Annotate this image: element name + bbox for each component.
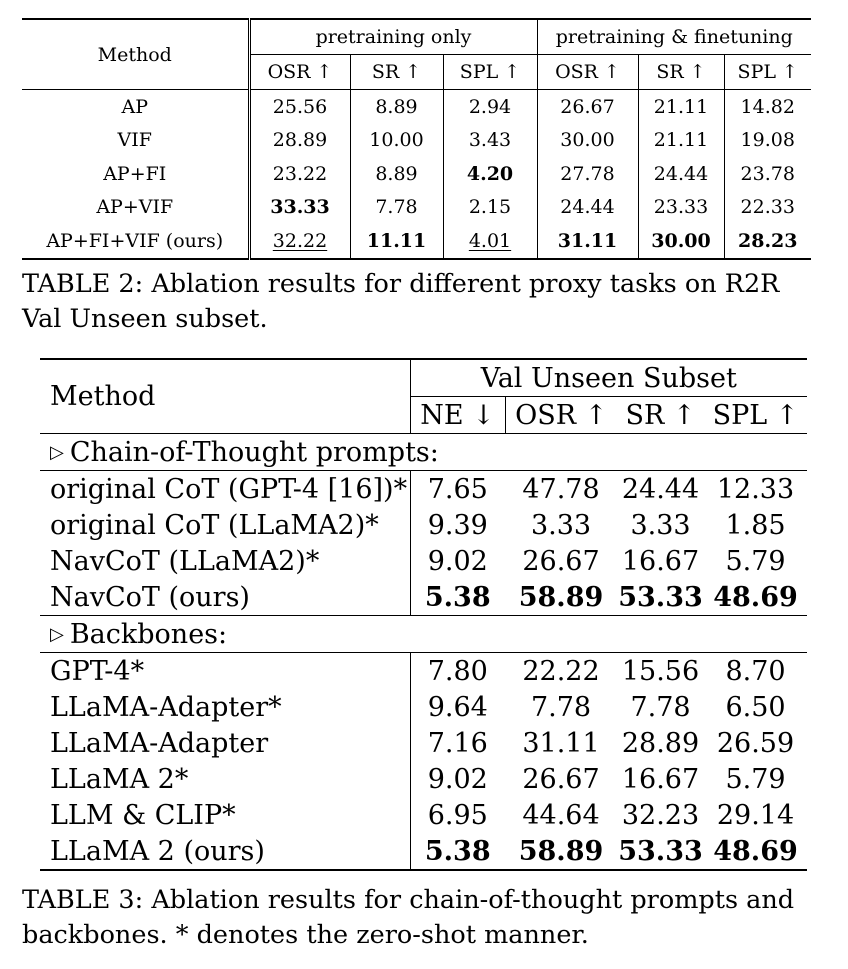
method-cell: original CoT (GPT-4 [16])*: [40, 471, 410, 508]
value-cell: 7.78: [350, 191, 443, 225]
value-text: 32.22: [272, 229, 328, 252]
group-header-pretraining-only: pretraining only: [249, 19, 537, 55]
value-cell: 16.67: [621, 545, 700, 577]
method-cell: GPT-4*: [40, 653, 410, 690]
table-2: [22, 18, 811, 260]
value-cell-bold: 58.89: [518, 581, 604, 613]
table-3-caption: TABLE 3: Ablation results for chain-of-thought prompts and backbones. * denotes the zero-shot manner.: [22, 885, 795, 950]
method-cell: LLaMA-Adapter: [40, 725, 410, 761]
value-cell: 7.80: [427, 655, 488, 687]
method-cell: LLM & CLIP*: [40, 797, 410, 833]
value-cell: 26.67: [537, 90, 638, 124]
method-cell: VIF: [22, 124, 249, 158]
col-header: SPL ↑: [443, 55, 537, 90]
value-cell: 7.78: [630, 691, 691, 723]
value-cell: 5.79: [725, 763, 786, 795]
value-cell-underlined: [443, 224, 537, 259]
col-header: SPL ↑: [724, 55, 811, 90]
method-cell: NavCoT (ours): [40, 579, 410, 616]
value-cell: 26.59: [716, 727, 795, 759]
table-row: [22, 191, 811, 225]
value-cell: 19.08: [740, 129, 795, 152]
value-cell: 28.89: [621, 727, 700, 759]
value-cell: 23.78: [740, 162, 795, 185]
table-row: [40, 579, 807, 616]
table-row: [40, 797, 807, 833]
table-row: [40, 725, 807, 761]
value-cell: 22.22: [522, 655, 600, 687]
value-cell: 6.95: [427, 799, 488, 831]
section-row: [40, 616, 807, 653]
value-cell: 7.78: [530, 691, 592, 723]
value-text: 4.01: [468, 229, 512, 252]
value-cell: 1.85: [725, 509, 786, 541]
value-cell: 8.70: [725, 655, 786, 687]
table-row: [40, 833, 807, 870]
value-cell: 12.33: [716, 473, 795, 505]
table-row: [40, 653, 807, 690]
triangle-icon: ▷: [50, 623, 64, 645]
value-cell: 3.43: [443, 124, 537, 158]
value-cell-bold: 48.69: [713, 581, 798, 613]
value-cell: 21.11: [638, 124, 724, 158]
value-cell-bold: 4.20: [443, 157, 537, 191]
value-cell: 47.78: [522, 473, 600, 505]
method-header: Method: [22, 19, 249, 90]
method-cell: AP+VIF: [22, 191, 249, 225]
table-row: [40, 689, 807, 725]
method-cell: AP+FI+VIF (ours): [22, 224, 249, 259]
col-header: NE ↓: [410, 397, 505, 434]
value-cell: 25.56: [249, 90, 350, 124]
table-row: [22, 90, 811, 124]
value-cell-bold: 30.00: [638, 224, 724, 259]
value-cell-underlined: [249, 224, 350, 259]
value-cell: 32.23: [621, 799, 700, 831]
value-cell: 8.89: [350, 90, 443, 124]
method-cell: AP: [22, 90, 249, 124]
value-cell: 7.16: [427, 727, 488, 759]
table-row: [40, 507, 807, 543]
value-cell: 23.33: [638, 191, 724, 225]
value-cell-bold: 11.11: [350, 224, 443, 259]
value-cell: 2.15: [443, 191, 537, 225]
section-row: [40, 434, 807, 471]
value-cell: 26.67: [522, 763, 600, 795]
value-cell: 2.94: [443, 90, 537, 124]
table-row: [22, 124, 811, 158]
col-header: OSR ↑: [505, 397, 617, 434]
method-cell: original CoT (LLaMA2)*: [40, 507, 410, 543]
value-cell: 31.11: [522, 727, 600, 759]
method-cell: LLaMA-Adapter*: [40, 689, 410, 725]
method-cell: AP+FI: [22, 157, 249, 191]
value-cell: 14.82: [740, 95, 795, 118]
group-header-pretraining-finetuning: pretraining & finetuning: [537, 19, 811, 55]
table-row: [40, 543, 807, 579]
value-cell: 21.11: [638, 90, 724, 124]
section-label-text: Backbones:: [69, 618, 228, 650]
value-cell: 24.44: [621, 473, 700, 505]
section-label-text: Chain-of-Thought prompts:: [69, 436, 439, 468]
value-cell: 16.67: [621, 763, 700, 795]
value-cell: 3.33: [630, 509, 691, 541]
value-cell: 24.44: [638, 157, 724, 191]
value-cell: 5.79: [725, 545, 786, 577]
value-cell: 9.02: [427, 763, 488, 795]
table-2-caption: TABLE 2: Ablation results for different proxy tasks on R2R Val Unseen subset.: [22, 269, 780, 334]
table-row: [22, 157, 811, 191]
value-cell: 9.02: [427, 545, 488, 577]
value-cell: 15.56: [621, 655, 700, 687]
value-cell: 22.33: [740, 196, 795, 219]
value-cell: 28.89: [249, 124, 350, 158]
table-row: [40, 471, 807, 508]
table-row: [22, 224, 811, 259]
method-cell: NavCoT (LLaMA2)*: [40, 543, 410, 579]
col-header: SPL ↑: [704, 397, 807, 434]
value-cell-bold: 48.69: [704, 833, 807, 870]
value-cell: 27.78: [537, 157, 638, 191]
value-cell: 29.14: [716, 799, 795, 831]
col-header: SR ↑: [638, 55, 724, 90]
value-cell: 3.33: [530, 509, 592, 541]
value-cell-bold: 31.11: [537, 224, 638, 259]
value-cell-bold: 58.89: [505, 833, 617, 870]
method-cell: LLaMA 2*: [40, 761, 410, 797]
value-cell: 9.64: [427, 691, 488, 723]
triangle-icon: ▷: [50, 441, 64, 463]
method-cell: LLaMA 2 (ours): [40, 833, 410, 870]
value-cell-bold: 5.38: [424, 581, 491, 613]
group-header-val-unseen: Val Unseen Subset: [410, 359, 807, 397]
value-cell: 10.00: [350, 124, 443, 158]
value-cell: 6.50: [725, 691, 786, 723]
col-header: OSR ↑: [537, 55, 638, 90]
value-cell-bold: 53.33: [617, 833, 704, 870]
value-cell: 24.44: [537, 191, 638, 225]
value-cell: 7.65: [427, 473, 488, 505]
value-cell: 26.67: [522, 545, 600, 577]
method-header: Method: [40, 359, 410, 434]
value-cell-bold: 5.38: [410, 833, 505, 870]
value-cell-bold: 28.23: [724, 224, 811, 259]
value-cell-bold: 33.33: [249, 191, 350, 225]
table-row: [40, 761, 807, 797]
value-cell: 8.89: [350, 157, 443, 191]
col-header: OSR ↑: [249, 55, 350, 90]
value-cell: 9.39: [427, 509, 488, 541]
value-cell: 30.00: [537, 124, 638, 158]
col-header: SR ↑: [350, 55, 443, 90]
value-cell: 23.22: [249, 157, 350, 191]
col-header: SR ↑: [617, 397, 704, 434]
value-cell-bold: 53.33: [618, 581, 703, 613]
table-3: [40, 358, 807, 871]
section-label-cot: [40, 434, 807, 471]
value-cell: 44.64: [522, 799, 600, 831]
section-label-backbones: [40, 616, 807, 653]
